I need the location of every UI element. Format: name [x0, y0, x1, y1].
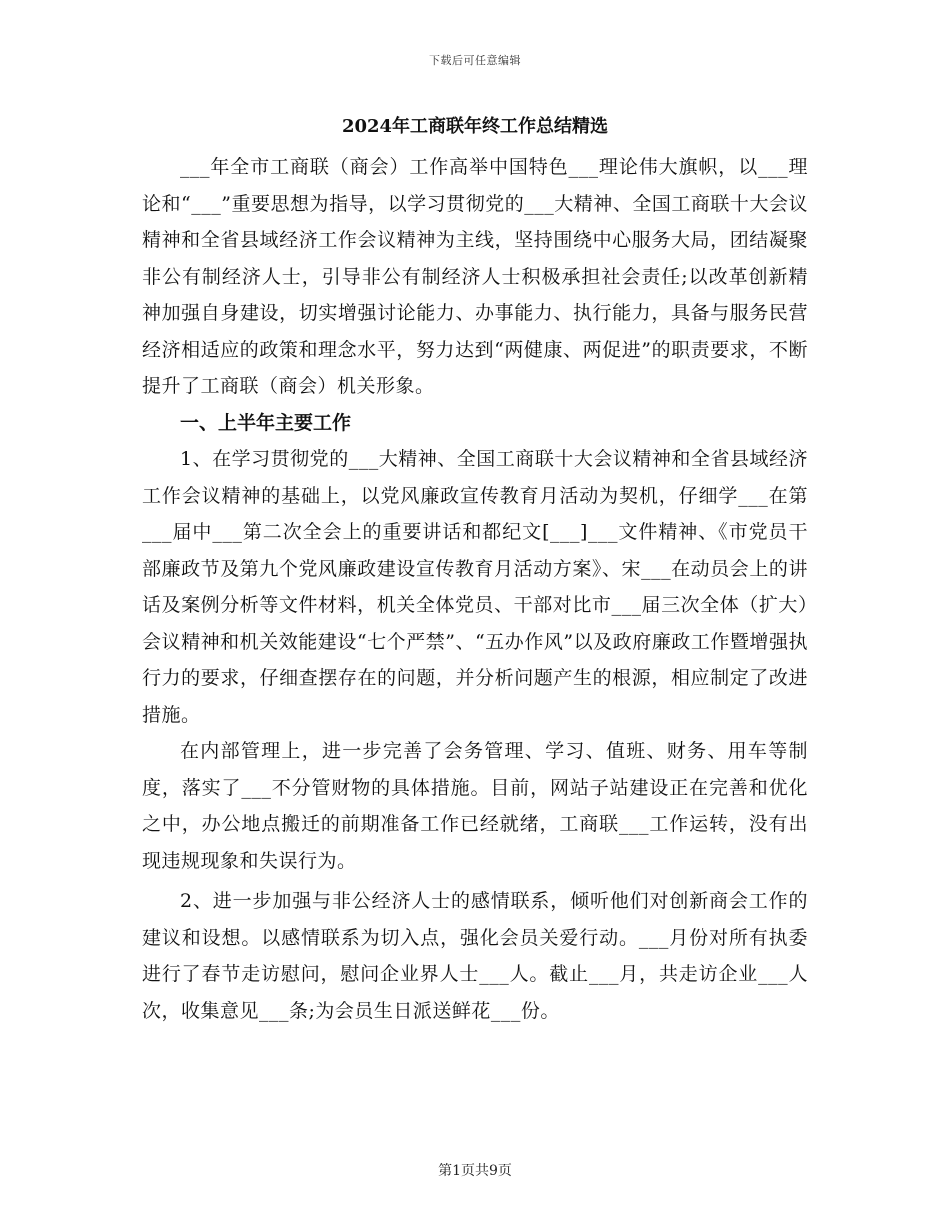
page-header-note: 下载后可任意编辑	[429, 54, 521, 67]
document-body	[142, 113, 808, 1029]
section-heading-first-half: 一、上半年主要工作	[180, 411, 352, 434]
document-title: 2024年工商联年终工作总结精选	[341, 116, 609, 137]
intro-paragraph: ___年全市工商联（商会）工作高举中国特色___理论伟大旗帜，以___理论和“___”重要思想为指导，以学习贯彻党的___大精神、全国工商联十大会议精神和全省县域经济工作会议精神为主线，坚持围绕中心服务大局，团结凝聚非公有制经济人士，引导非公有制经济人士积极承担社会责任;以改革创新精神加强自身建设，切实增强讨论能力、办事能力、执行能力，具备与服务民营经济相适应的政策和理念水平，努力达到“两健康、两促进”的职责要求，不断提升了工商联（商会）机关形象。	[142, 156, 808, 397]
section1-paragraph-2: 在内部管理上，进一步完善了会务管理、学习、值班、财务、用车等制度，落实了___不分管财物的具体措施。目前，网站子站建设正在完善和优化之中，办公地点搬迁的前期准备工作已经就绪，工商联___工作运转，没有出现违规现象和失误行为。	[142, 740, 808, 872]
section1-paragraph-1: 1、在学习贯彻党的___大精神、全国工商联十大会议精神和全省县域经济工作会议精神的基础上，以党风廉政宣传教育月活动为契机，仔细学___在第___届中___第二次全会上的重要讲话和都纪文[___]___文件精神、《市党员干部廉政节及第九个党风廉政建设宣传教育月活动方案》、宋___在动员会上的讲话及案例分析等文件材料，机关全体党员、干部对比市___届三次全体（扩大）会议精神和机关效能建设“七个严禁”、“五办作风”以及政府廉政工作暨增强执行力的要求，仔细查摆存在的问题，并分析问题产生的根源，相应制定了改进措施。	[142, 448, 808, 726]
page-indicator: 第1页共9页	[438, 1163, 512, 1179]
section1-paragraph-3: 2、进一步加强与非公经济人士的感情联系，倾听他们对创新商会工作的建议和设想。以感情联系为切入点，强化会员关爱行动。___月份对所有执委进行了春节走访慰问，慰问企业界人士___人。截止___月，共走访企业___人次，收集意见___条;为会员生日派送鲜花___份。	[142, 890, 808, 1022]
